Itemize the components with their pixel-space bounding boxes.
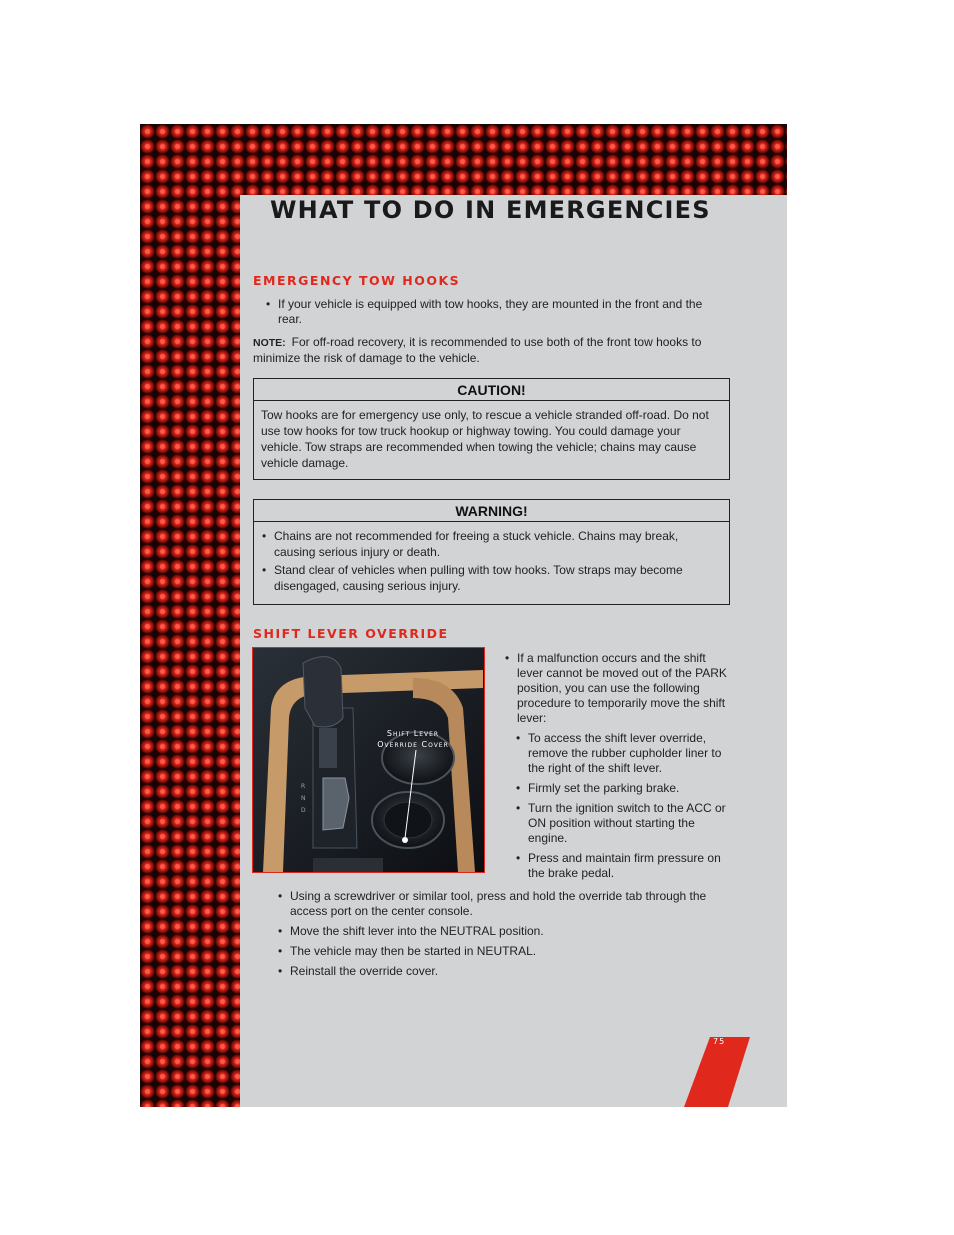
svg-text:N: N <box>301 795 306 802</box>
warning-body <box>254 522 729 604</box>
caution-heading: CAUTION! <box>254 379 729 401</box>
list-item: • Reinstall the override cover. <box>277 964 725 979</box>
warning-list <box>261 528 722 594</box>
list-item: • If a malfunction occurs and the shift lever cannot be moved out of the PARK position, you can use the following procedure to temporarily move the shift lever: <box>504 651 730 726</box>
warning-box <box>253 499 730 605</box>
section-heading-shift-lever-override: SHIFT LEVER OVERRIDE <box>253 626 449 641</box>
caution-box <box>253 378 730 480</box>
list-item: • To access the shift lever override, remove the rubber cupholder liner to the right of the shift lever. <box>515 731 730 776</box>
shift-lever-photo <box>252 647 485 873</box>
list-item: • Move the shift lever into the NEUTRAL position. <box>277 924 725 939</box>
warning-heading: WARNING! <box>254 500 729 522</box>
list-item: • Press and maintain firm pressure on the brake pedal. <box>515 851 730 881</box>
caption-line: Shift Lever <box>386 729 440 738</box>
list-item: • Chains are not recommended for freeing a stuck vehicle. Chains may break, causing serious injury or death. <box>261 528 722 560</box>
caution-text: Tow hooks are for emergency use only, to rescue a vehicle stranded off-road. Do not use tow hooks for tow truck hookup or highway towing. You could damage your vehicle. Tow straps are recommended when towing the vehicle; chains may cause vehicle damage. <box>261 408 709 470</box>
list-item: • Stand clear of vehicles when pulling with tow hooks. Tow straps may become disengaged, causing serious injury. <box>261 562 722 594</box>
caption-line: Override Cover <box>377 740 449 749</box>
shift-console-illustration <box>253 648 484 872</box>
tow-hooks-list <box>265 297 725 332</box>
list-item: • Firmly set the parking brake. <box>515 781 730 796</box>
procedure-sub-list <box>515 731 730 881</box>
page-number: 75 <box>713 1037 726 1046</box>
list-item: • Using a screwdriver or similar tool, press and hold the override tab through the access port on the center console. <box>277 889 725 919</box>
procedure-steps-list <box>277 889 725 984</box>
svg-text:D: D <box>301 807 306 814</box>
note-paragraph <box>253 335 723 366</box>
list-item: • The vehicle may then be started in NEUTRAL. <box>277 944 725 959</box>
list-item: • If your vehicle is equipped with tow hooks, they are mounted in the front and the rear. <box>265 297 725 327</box>
list-item: • Turn the ignition switch to the ACC or ON position without starting the engine. <box>515 801 730 846</box>
note-text: For off-road recovery, it is recommended to use both of the front tow hooks to minimize the risk of damage to the vehicle. <box>253 335 702 365</box>
note-label: NOTE: <box>253 337 286 349</box>
page-title: WHAT TO DO IN EMERGENCIES <box>270 196 711 224</box>
page-number-tab <box>684 1037 750 1107</box>
svg-text:R: R <box>301 783 306 790</box>
section-heading-tow-hooks: EMERGENCY TOW HOOKS <box>253 273 461 288</box>
photo-caption <box>353 728 473 750</box>
shift-override-procedure <box>504 651 730 886</box>
procedure-intro-list <box>504 651 730 726</box>
perforated-red-sidebar-graphic <box>140 124 240 1107</box>
